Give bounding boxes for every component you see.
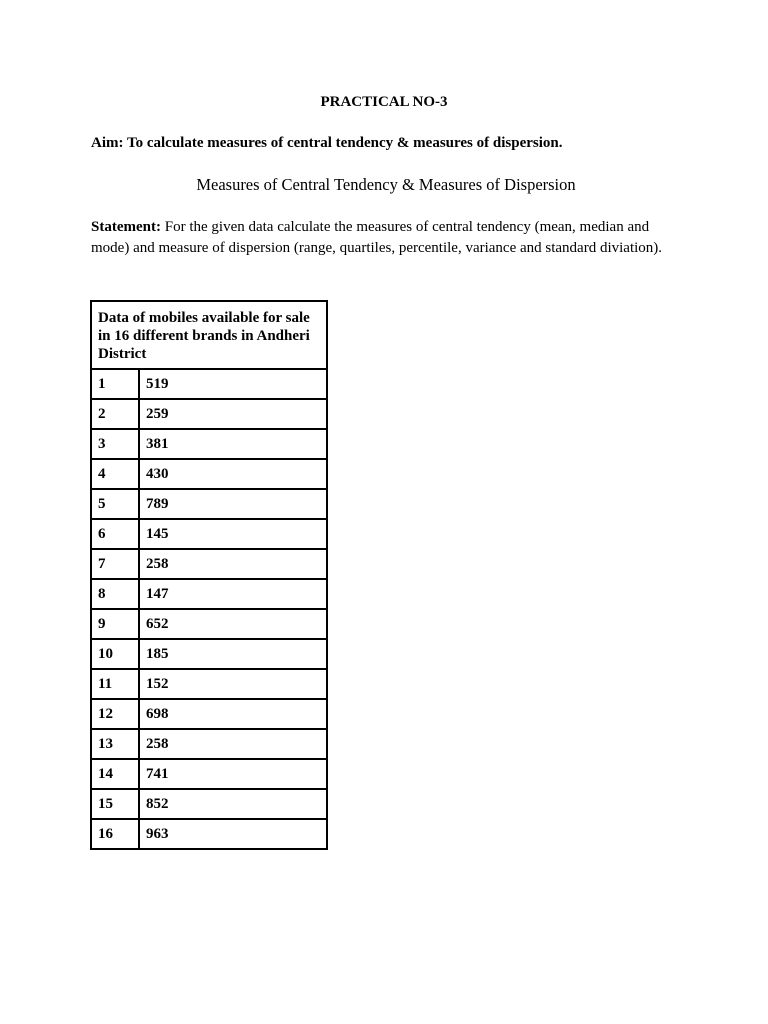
row-value-cell: 381: [139, 429, 327, 459]
row-index-cell: 11: [91, 669, 139, 699]
table-row: [91, 609, 327, 639]
row-value-cell: 652: [139, 609, 327, 639]
row-value-cell: 147: [139, 579, 327, 609]
table-row: [91, 519, 327, 549]
table-row: [91, 789, 327, 819]
row-value-cell: 519: [139, 369, 327, 399]
section-heading: Measures of Central Tendency & Measures of Dispersion: [196, 175, 576, 194]
row-index-cell: 4: [91, 459, 139, 489]
table-row: [91, 489, 327, 519]
row-value-cell: 741: [139, 759, 327, 789]
statement-label: Statement:: [91, 219, 161, 235]
table-row: [91, 759, 327, 789]
row-value-cell: 430: [139, 459, 327, 489]
table-row: [91, 429, 327, 459]
row-index-cell: 14: [91, 759, 139, 789]
aim-text: Aim: To calculate measures of central tendency & measures of dispersion.: [91, 135, 563, 151]
row-value-cell: 152: [139, 669, 327, 699]
row-index-cell: 9: [91, 609, 139, 639]
row-value-cell: 259: [139, 399, 327, 429]
row-value-cell: 258: [139, 729, 327, 759]
table-row: [91, 579, 327, 609]
row-index-cell: 10: [91, 639, 139, 669]
row-index-cell: 5: [91, 489, 139, 519]
table-header: Data of mobiles available for sale in 16 different brands in Andheri District: [91, 301, 327, 369]
row-value-cell: 698: [139, 699, 327, 729]
row-index-cell: 15: [91, 789, 139, 819]
row-index-cell: 12: [91, 699, 139, 729]
row-value-cell: 145: [139, 519, 327, 549]
table-row: [91, 639, 327, 669]
table-row: [91, 369, 327, 399]
table-row: [91, 729, 327, 759]
table-row: [91, 399, 327, 429]
practical-title: PRACTICAL NO-3: [320, 94, 448, 110]
mobiles-data-table: [90, 300, 328, 850]
statement-paragraph: [91, 217, 691, 259]
row-index-cell: 2: [91, 399, 139, 429]
statement-text: For the given data calculate the measures of central tendency (mean, median and mode) and measure of dispersion (range, quartiles, percentile, variance and standard diviation).: [91, 219, 663, 256]
row-value-cell: 789: [139, 489, 327, 519]
row-index-cell: 13: [91, 729, 139, 759]
row-index-cell: 7: [91, 549, 139, 579]
table-row: [91, 549, 327, 579]
row-index-cell: 16: [91, 819, 139, 849]
table-row: [91, 819, 327, 849]
table-row: [91, 459, 327, 489]
table-row: [91, 699, 327, 729]
row-index-cell: 6: [91, 519, 139, 549]
row-index-cell: 3: [91, 429, 139, 459]
row-value-cell: 852: [139, 789, 327, 819]
row-index-cell: 1: [91, 369, 139, 399]
row-index-cell: 8: [91, 579, 139, 609]
row-value-cell: 963: [139, 819, 327, 849]
row-value-cell: 258: [139, 549, 327, 579]
table-row: [91, 669, 327, 699]
row-value-cell: 185: [139, 639, 327, 669]
